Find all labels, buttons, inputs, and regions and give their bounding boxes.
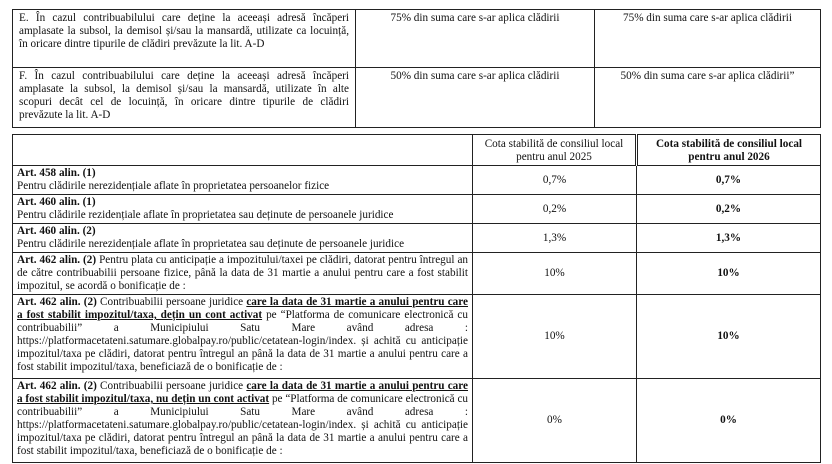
article-ref: Art. 462 alin. (2) [17,380,97,392]
row-text: Pentru plata cu anticipație a impozitului/taxei pe clădiri, datorat pentru întregul an de către contribuabilii persoane fizice, până la data de 31 martie a anului pentru care a fost stabilit impozitul, se acordă o bonificație de : [17,254,468,292]
header-row [13,135,821,166]
value-2026-text: 1,3% [715,231,742,244]
row-text-a: Contribuabilii persoane juridice [100,380,244,392]
row-description [13,195,473,224]
article-ref: Art. 462 alin. (2) [17,254,97,266]
article-ref: Art. 462 alin. (2) [17,296,97,308]
table-row [13,166,821,195]
row-text: Pentru clădirile rezidențiale aflate în proprietatea sau deținute de persoanele juridice [17,209,394,221]
table-row [13,10,821,68]
row-text-b: pe “Platforma de comunicare electronică cu contribuabilii” a Municipiului Satu Mare având adresa : https://platformacetateni.satumare.globalpay.ro/public/cetatean-login/index. și achită cu anticipație impozitul/taxa pe clădiri, datorat pentru întregul an până la data de 31 martie a anului pentru care a fost stabilit impozitul/taxa, beneficiază de o bonificație de : [17,393,468,457]
case-f-value-2026: 50% din suma care s-ar aplica clădirii” [595,68,821,128]
value-2025: 10% [473,295,637,379]
value-2026 [637,224,821,253]
header-2025: Cota stabilită de consiliul local pentru anul 2025 [473,135,637,166]
value-2025: 1,3% [473,224,637,253]
article-ref: Art. 458 alin. (1) [17,167,96,179]
row-text: Pentru clădirile nerezidențiale aflate în proprietatea sau deținute de persoanele juridice [17,238,405,250]
article-ref: Art. 460 alin. (1) [17,196,96,208]
header-2026 [637,135,821,166]
value-2026 [637,253,821,295]
value-2026-text: 10% [717,267,740,279]
table-row [13,68,821,128]
row-text-underlined: care la data de 31 martie a anului pentru care a fost stabilit impozitul/taxa, nu dețin un cont activat [17,380,469,405]
row-description [13,166,473,195]
tax-rates-table [12,134,821,463]
case-f-value-2025: 50% din suma care s-ar aplica clădirii [356,68,595,128]
value-2026-text: 10% [717,330,740,342]
value-2026-text: 0% [720,414,737,426]
building-cases-table [12,9,821,128]
value-2025: 0% [473,379,637,463]
article-ref: Art. 460 alin. (2) [17,225,96,237]
value-2026-text: 0,2% [715,202,742,215]
row-description [13,379,473,463]
header-2026-label: Cota stabilită de consiliul local pentru anul 2026 [655,138,803,163]
value-2026 [637,295,821,379]
row-description [13,253,473,295]
table-row [13,195,821,224]
table-row [13,224,821,253]
table-row [13,253,821,295]
row-description [13,295,473,379]
value-2026 [637,166,821,195]
row-text-b: pe “Platforma de comunicare electronică cu contribuabilii” a Municipiului Satu Mare având adresa : https://platformacetateni.satumare.globalpay.ro/public/cetatean-login/index. și achită cu anticipație impozitul/taxa pe clădiri, datorat pentru întregul an până la data de 31 martie a anului pentru care a fost stabilit impozitul/taxa, beneficiază de o bonificație de : [17,309,468,373]
value-2026-text: 0,7% [715,173,742,186]
value-2026 [637,379,821,463]
row-text: Pentru clădirile nerezidențiale aflate în proprietatea persoanelor fizice [17,180,330,192]
table-row [13,295,821,379]
table-row [13,379,821,463]
value-2025: 10% [473,253,637,295]
row-text-underlined: care la data de 31 martie a anului pentru care a fost stabilit impozitul/taxa, dețin un cont activat [17,296,469,321]
value-2025: 0,7% [473,166,637,195]
case-e-value-2026: 75% din suma care s-ar aplica clădirii [595,10,821,68]
row-text-a: Contribuabilii persoane juridice [100,296,244,308]
case-e-value-2025: 75% din suma care s-ar aplica clădirii [356,10,595,68]
value-2026 [637,195,821,224]
value-2025: 0,2% [473,195,637,224]
header-empty-cell [13,135,473,166]
case-f-description: F. În cazul contribuabilului care deține la aceeași adresă încăperi amplasate la subsol, la demisol și/sau la mansardă, utilizate în alte scopuri decât cel de locuință, în oricare dintre tipurile de clădiri prevăzute la lit. A-D [13,68,356,128]
case-e-description: E. În cazul contribuabilului care deține la aceeași adresă încăperi amplasate la subsol, la demisol și/sau la mansardă, utilizate ca locuință, în oricare dintre tipurile de clădiri prevăzute la lit. A-D [13,10,356,68]
row-description [13,224,473,253]
